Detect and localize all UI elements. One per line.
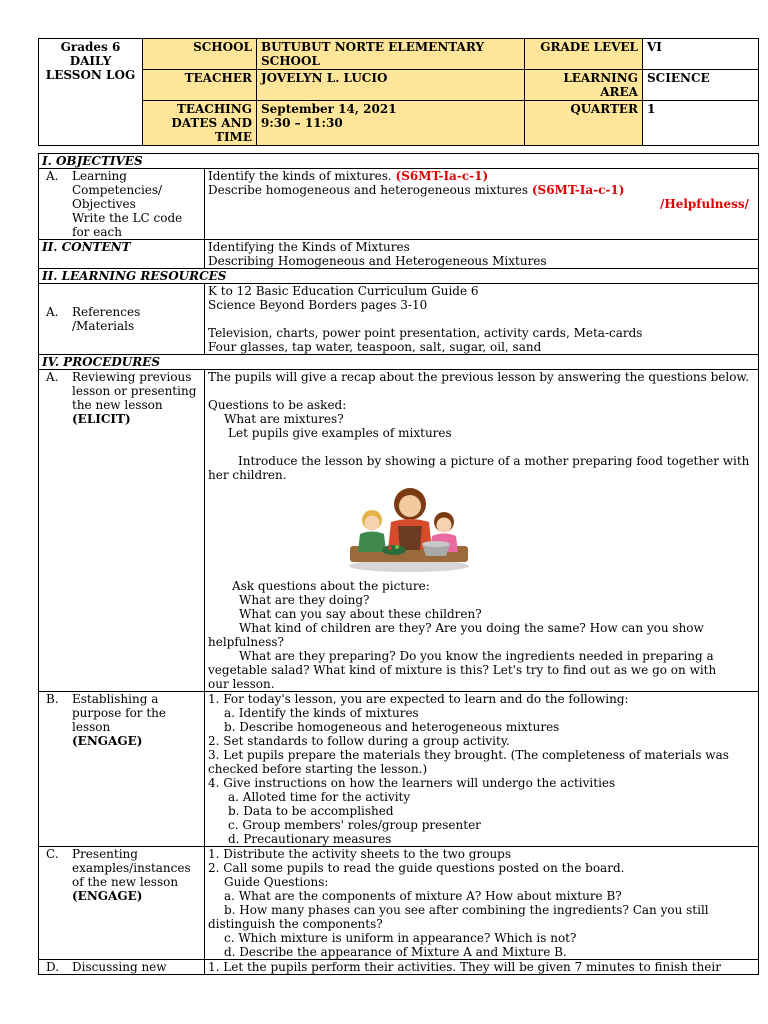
competencies-label: A. Learning Competencies/ Objectives Write the LC code for each: [39, 169, 205, 240]
objectives-heading: I. OBJECTIVES: [39, 154, 759, 169]
references-label: A. References /Materials: [39, 284, 205, 355]
content-heading: II. CONTENT: [39, 240, 205, 269]
resources-heading: II. LEARNING RESOURCES: [39, 269, 759, 284]
procedure-d-content: 1. Let the pupils perform their activities. They will be given 7 minutes to finish their: [205, 960, 759, 975]
teaching-dates-label: TEACHING DATES AND TIME: [143, 101, 257, 146]
procedure-c-label: C. Presenting examples/instances of the new lesson (ENGAGE): [39, 847, 205, 960]
lc-code: (S6MT-Ia-c-1): [395, 169, 489, 183]
procedure-a-content: The pupils will give a recap about the previous lesson by answering the questions below. Questions to be asked: What are mixtures? Let pupils give examples of mixtures Introduce the lesson by showing a picture of a mother preparing food together with her children. Ask questions about the picture: What are they doing? What can you say about these children? What kind of children are they? Are you doing the same? How can you show helpfulness? What are they preparing? Do you know the ingredients needed in preparing a vegetable salad? What kind of mixture is this? Let's try to find out as we go on with our lesson.: [205, 370, 759, 692]
school-value: BUTUBUT NORTE ELEMENTARY SCHOOL: [257, 39, 525, 70]
lesson-log-title: Grades 6 DAILY LESSON LOG: [39, 39, 143, 146]
objective-1: Identify the kinds of mixtures. (S6MT-Ia-c-1): [208, 169, 489, 183]
grade-level-label: GRADE LEVEL: [525, 39, 643, 70]
learning-area-value: SCIENCE: [643, 70, 759, 101]
procedure-c-content: 1. Distribute the activity sheets to the two groups 2. Call some pupils to read the guide questions posted on the board. Guide Questions: a. What are the components of mixture A? How about mixture B? b. How many phases can you see after combining the ingredients? Can you still distinguish the components? c. Which mixture is uniform in appearance? Which is not? d. Describe the appearance of Mixture A and Mixture B.: [205, 847, 759, 960]
procedure-b-label: B. Establishing a purpose for the lesson (ENGAGE): [39, 692, 205, 847]
grade-level-value: VI: [643, 39, 759, 70]
procedure-b-content: 1. For today's lesson, you are expected to learn and do the following: a. Identify the kinds of mixtures b. Describe homogeneous and heterogeneous mixtures 2. Set standards to follow during a group activity. 3. Let pupils prepare the materials they brought. (The completeness of materials was checked before starting the lesson.) 4. Give instructions on how the learners will undergo the activities a. Alloted time for the activity b. Data to be accomplished c. Group members' roles/group presenter d. Precautionary measures: [205, 692, 759, 847]
competencies-content: [205, 169, 759, 240]
procedures-heading: IV. PROCEDURES: [39, 355, 759, 370]
mother-children-cooking-illustration: [346, 486, 472, 572]
teacher-label: TEACHER: [143, 70, 257, 101]
procedure-d-label: D. Discussing new: [39, 960, 205, 975]
teacher-value: JOVELYN L. LUCIO: [257, 70, 525, 101]
learning-area-label: LEARNING AREA: [525, 70, 643, 101]
lesson-table: [38, 153, 759, 975]
header-table: [38, 38, 759, 146]
teaching-dates-value: September 14, 2021 9:30 – 11:30: [257, 101, 525, 146]
school-label: SCHOOL: [143, 39, 257, 70]
lc-code: (S6MT-Ia-c-1): [531, 183, 625, 197]
references-content: K to 12 Basic Education Curriculum Guide 6 Science Beyond Borders pages 3-10 Television, charts, power point presentation, activity cards, Meta-cards Four glasses, tap water, teaspoon, salt, sugar, oil, sand: [205, 284, 759, 355]
procedure-a-label: A. Reviewing previous lesson or presenting the new lesson (ELICIT): [39, 370, 205, 692]
objective-2: Describe homogeneous and heterogeneous mixtures (S6MT-Ia-c-1): [208, 183, 625, 197]
content-text: Identifying the Kinds of Mixtures Describing Homogeneous and Heterogeneous Mixtures: [205, 240, 759, 269]
quarter-value: 1: [643, 101, 759, 146]
value-tag: /Helpfulness/: [660, 197, 750, 211]
quarter-label: QUARTER: [525, 101, 643, 146]
